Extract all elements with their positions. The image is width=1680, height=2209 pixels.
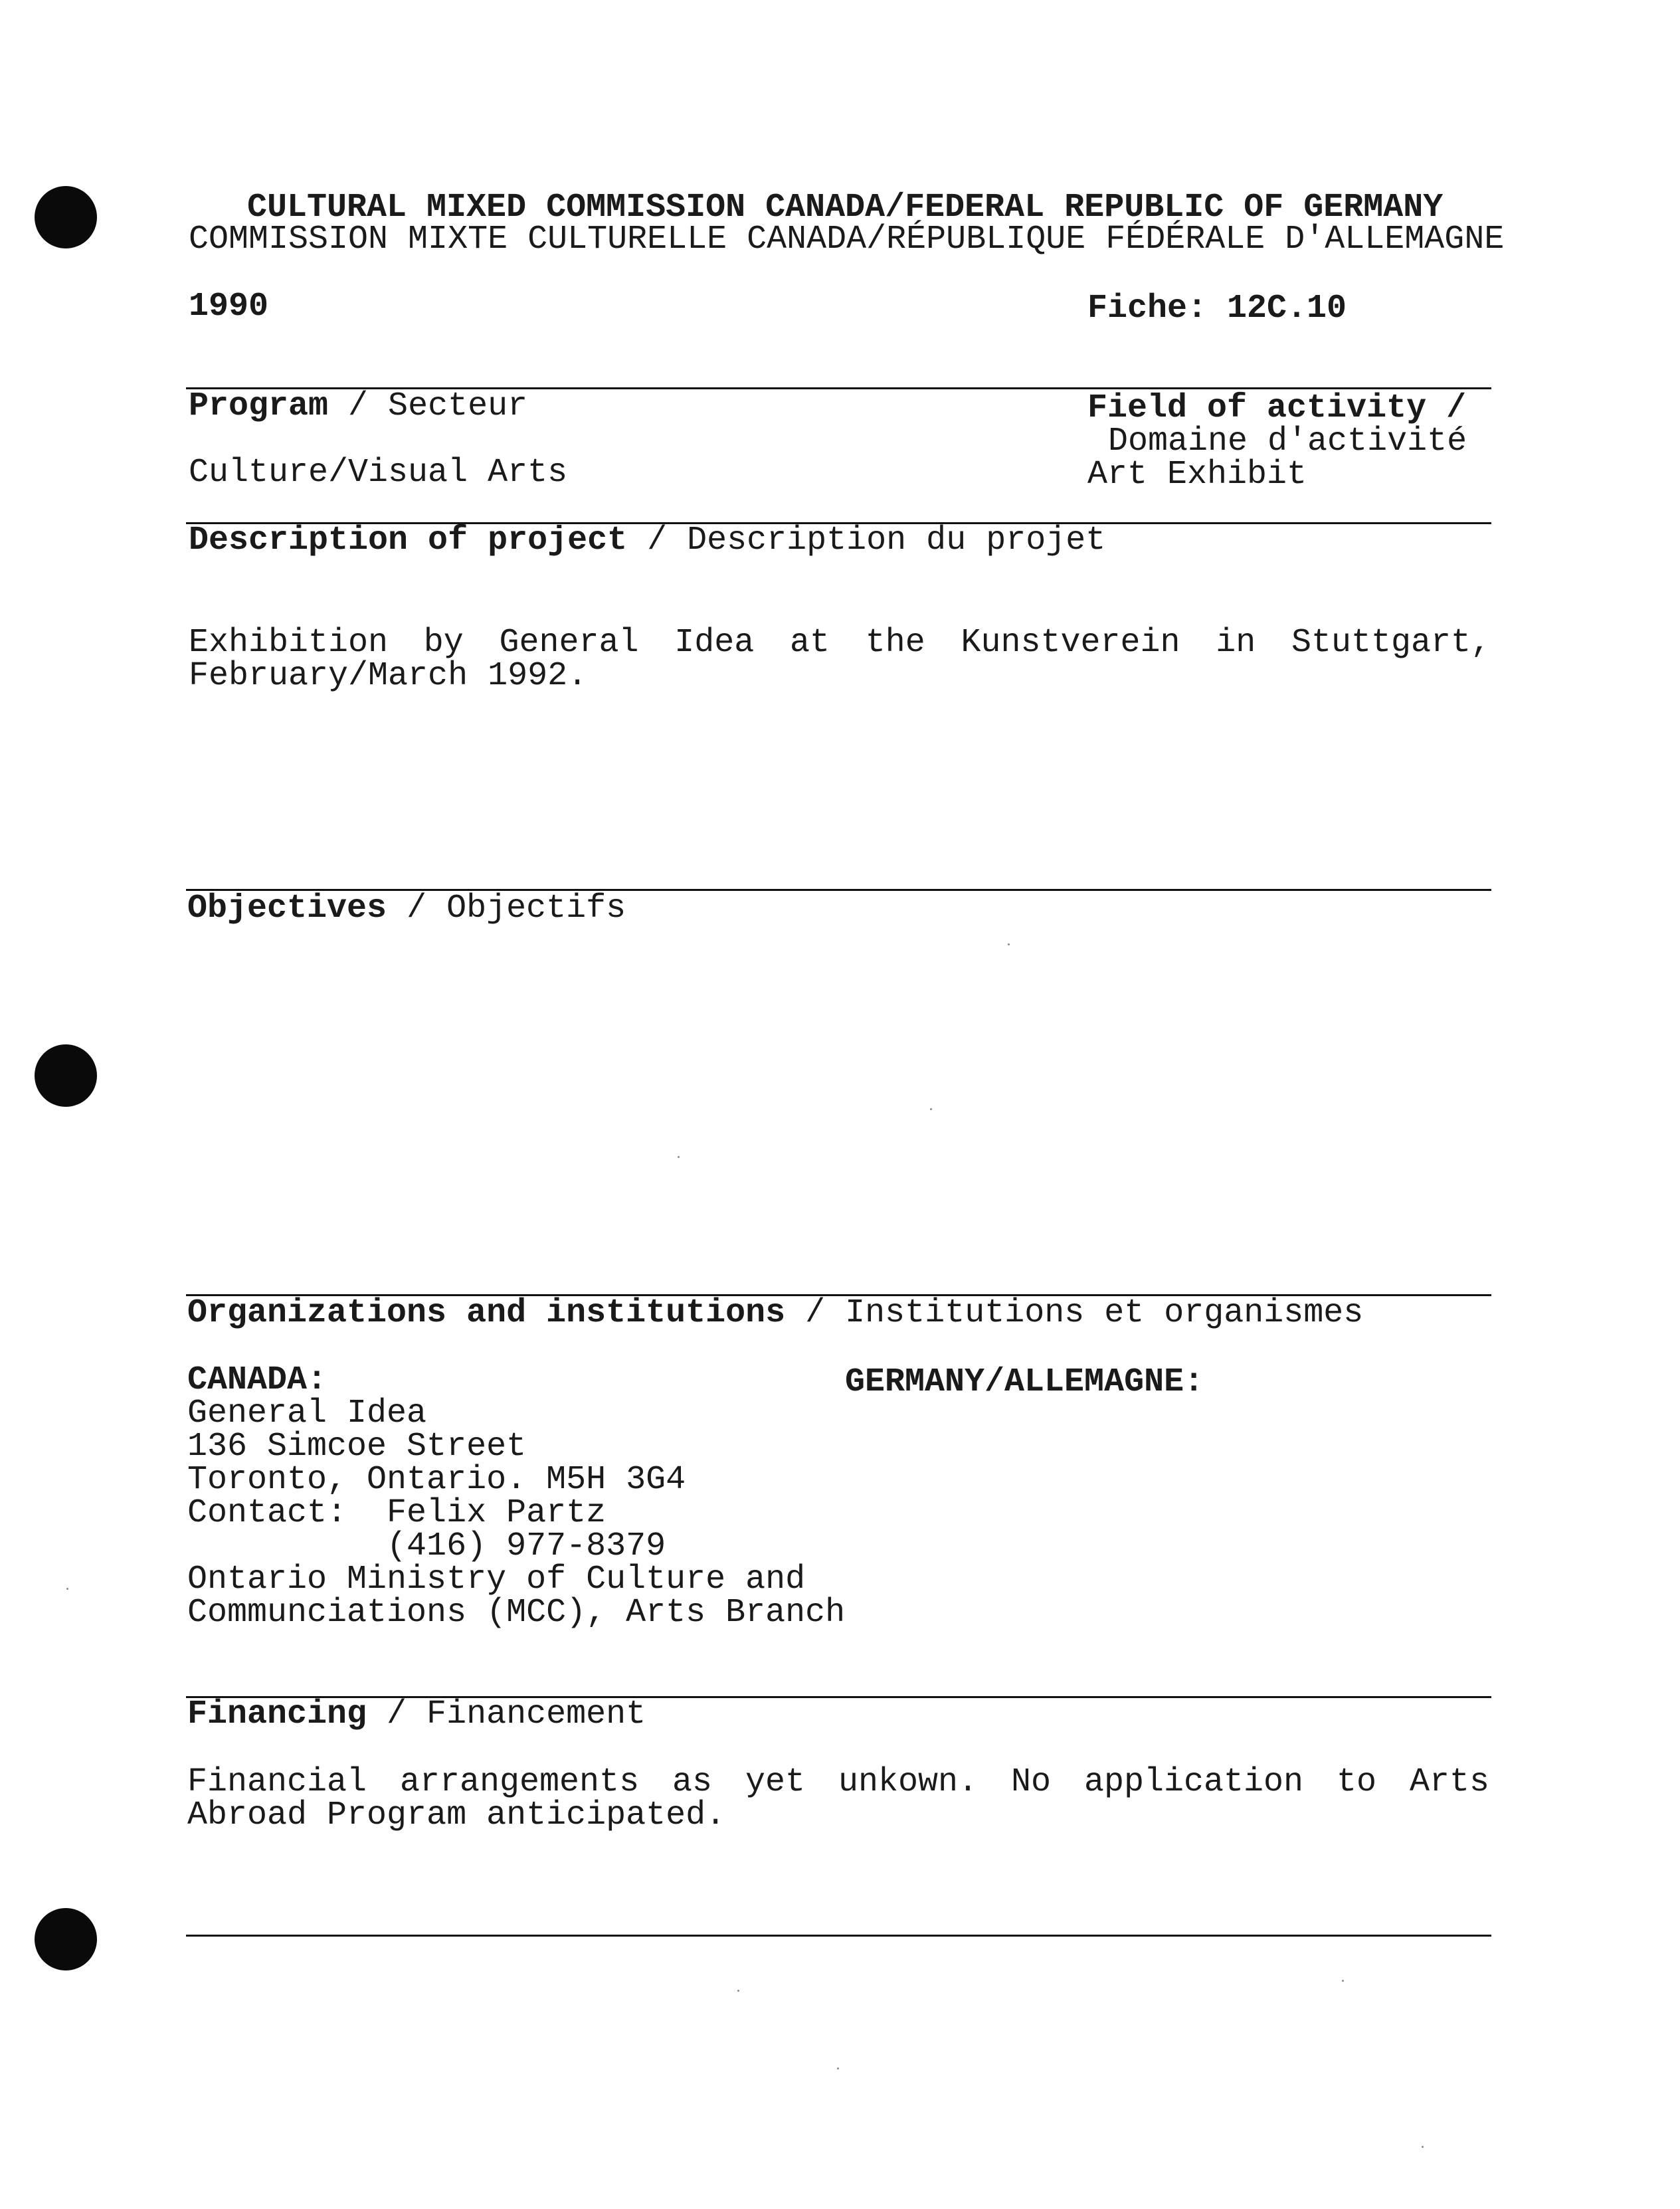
canada-line-3: Toronto, Ontario. M5H 3G4: [187, 1461, 686, 1499]
organizations-label: Organizations and institutions / Institutions et organismes: [187, 1294, 1364, 1332]
germany-label: GERMANY/ALLEMAGNE:: [845, 1363, 1204, 1401]
canada-line-2: 136 Simcoe Street: [187, 1428, 527, 1466]
canada-line-7: Communciations (MCC), Arts Branch: [187, 1594, 846, 1632]
program-value: Culture/Visual Arts: [189, 454, 568, 492]
title-english: CULTURAL MIXED COMMISSION CANADA/FEDERAL REPUBLIC OF GERMANY: [247, 189, 1444, 227]
scan-speck: [1342, 1980, 1344, 1982]
canada-line-6: Ontario Ministry of Culture and: [187, 1561, 806, 1598]
canada-line-4: Contact: Felix Partz: [187, 1494, 607, 1532]
title-french: COMMISSION MIXTE CULTURELLE CANADA/RÉPUBLIQUE FÉDÉRALE D'ALLEMAGNE: [189, 221, 1505, 258]
field-of-activity-label-fr: Domaine d'activité: [1108, 423, 1467, 460]
description-line-2: February/March 1992.: [189, 657, 588, 695]
year: 1990: [189, 288, 269, 326]
punch-hole-top: [35, 186, 97, 248]
financing-line-2: Abroad Program anticipated.: [187, 1796, 726, 1834]
scan-speck: [66, 1588, 68, 1590]
field-of-activity-label: Field of activity /: [1087, 389, 1467, 427]
scan-speck: [1008, 943, 1010, 945]
program-label: Program / Secteur: [189, 387, 528, 425]
description-line-1: Exhibition by General Idea at the Kunstverein in Stuttgart,: [189, 624, 1491, 662]
scan-speck: [1422, 2146, 1424, 2148]
scan-speck: [678, 1156, 680, 1158]
scan-speck: [737, 1990, 739, 1992]
fiche-number: Fiche: 12C.10: [1087, 290, 1347, 328]
divider-6: [186, 1935, 1491, 1937]
scan-speck: [837, 2067, 839, 2069]
punch-hole-middle: [35, 1044, 97, 1107]
canada-label: CANADA:: [187, 1361, 327, 1399]
punch-hole-bottom: [35, 1908, 97, 1970]
objectives-label: Objectives / Objectifs: [187, 890, 626, 927]
canada-line-5: (416) 977-8379: [187, 1527, 666, 1565]
canada-line-1: General Idea: [187, 1394, 427, 1432]
field-of-activity-value: Art Exhibit: [1087, 456, 1307, 494]
financing-line-1: Financial arrangements as yet unkown. No application to Arts: [187, 1763, 1489, 1801]
scan-speck: [930, 1108, 932, 1110]
description-label: Description of project / Description du projet: [189, 522, 1106, 559]
financing-label: Financing / Financement: [187, 1695, 646, 1733]
